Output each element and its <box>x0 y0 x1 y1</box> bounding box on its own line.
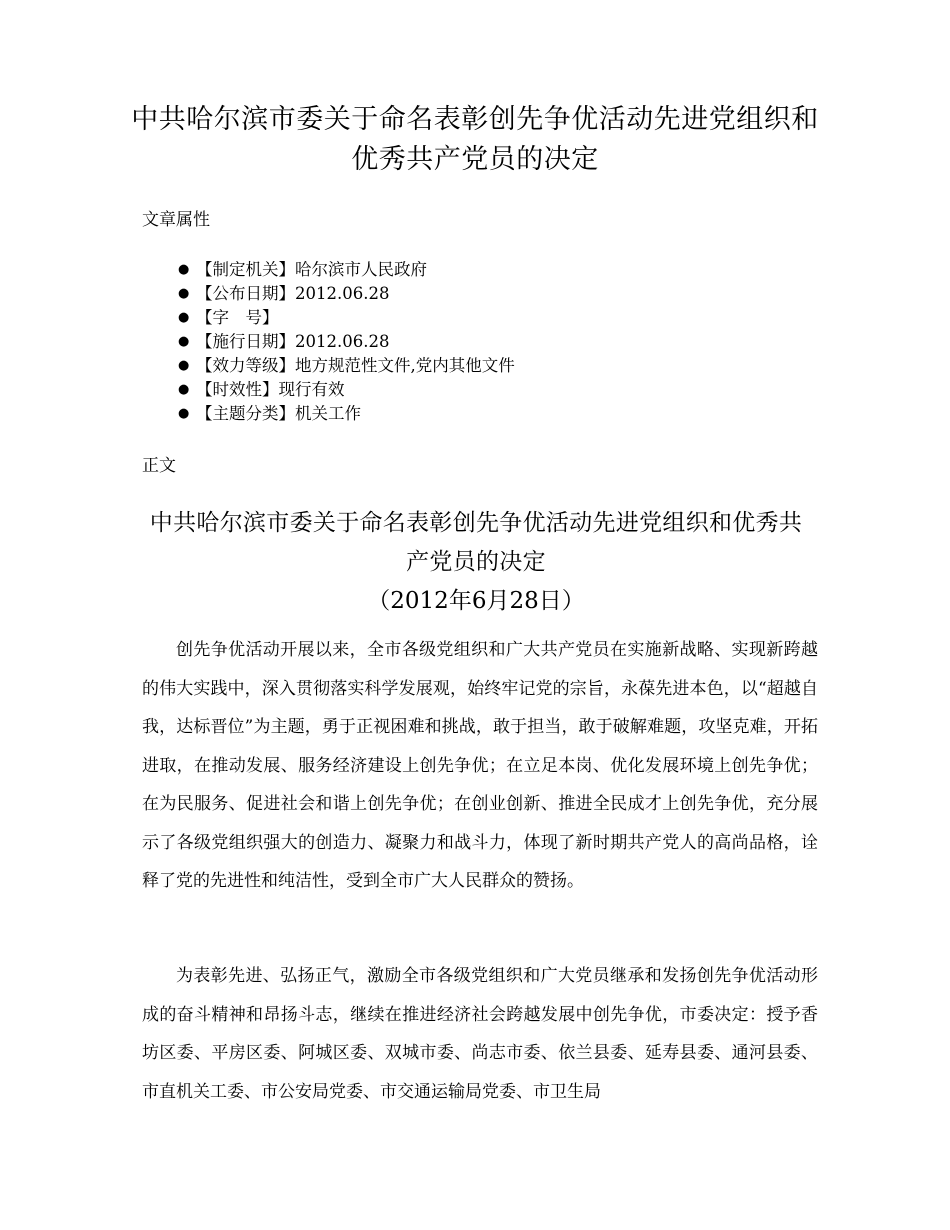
attribute-item-legal-level <box>178 354 515 378</box>
attribute-label: 【施行日期】 <box>196 332 295 351</box>
bullet-icon: ● <box>178 286 190 301</box>
attribute-item-subject <box>178 402 515 426</box>
bullet-icon: ● <box>178 310 190 325</box>
attribute-label: 【公布日期】 <box>196 284 295 303</box>
attribute-item-publish-date <box>178 282 515 306</box>
attribute-value: 地方规范性文件,党内其他文件 <box>295 356 515 375</box>
attribute-value: 机关工作 <box>295 404 361 423</box>
bullet-icon: ● <box>178 382 190 397</box>
attribute-label: 【字 号】 <box>196 308 279 327</box>
bullet-icon: ● <box>178 358 190 373</box>
attributes-list <box>178 258 515 426</box>
bullet-icon: ● <box>178 406 190 421</box>
attribute-label: 【效力等级】 <box>196 356 295 375</box>
attribute-label: 【主题分类】 <box>196 404 295 423</box>
attribute-value: 现行有效 <box>278 380 345 399</box>
document-date: （2012年6月28日） <box>367 588 585 614</box>
attribute-label: 【制定机关】 <box>196 260 295 279</box>
attribute-item-issuing-authority <box>178 258 515 282</box>
body-paragraph: 为表彰先进、弘扬正气，激励全市各级党组织和广大党员继承和发扬创先争优活动形成的奋斗精神和昂扬斗志，继续在推进经济社会跨越发展中创先争优，市委决定：授予香坊区委、平房区委、阿城区委、双城市委、尚志市委、依兰县委、延寿县委、通河县委、市直机关工委、市公安局党委、市交通运输局党委、市卫生局 <box>142 966 818 1102</box>
body-paragraph: 创先争优活动开展以来，全市各级党组织和广大共产党员在实施新战略、实现新跨越的伟大实践中，深入贯彻落实科学发展观，始终牢记党的宗旨，永葆先进本色，以“超越自我，达标晋位”为主题，勇于正视困难和挑战，敢于担当，敢于破解难题，攻坚克难，开拓进取，在推动发展、服务经济建设上创先争优；在立足本岗、优化发展环境上创先争优；在为民服务、促进社会和谐上创先争优；在创业创新、推进全民成才上创先争优，充分展示了各级党组织强大的创造力、凝聚力和战斗力，体现了新时期共产党人的高尚品格，诠释了党的先进性和纯洁性，受到全市广大人民群众的赞扬。 <box>142 640 818 891</box>
attribute-item-validity <box>178 378 515 402</box>
attribute-item-effective-date <box>178 330 515 354</box>
attribute-label: 【时效性】 <box>196 380 279 399</box>
bullet-icon: ● <box>178 262 190 277</box>
attribute-item-document-number <box>178 306 515 330</box>
attribute-value: 2012.06.28 <box>295 284 390 303</box>
document-heading: 中共哈尔滨市委关于命名表彰创先争优活动先进党组织和优秀共产党员的决定 <box>149 510 803 575</box>
body-label: 正文 <box>142 456 176 476</box>
bullet-icon: ● <box>178 334 190 349</box>
attributes-label: 文章属性 <box>142 210 210 230</box>
attribute-value: 2012.06.28 <box>295 332 390 351</box>
document-title: 中共哈尔滨市委关于命名表彰创先争优活动先进党组织和优秀共产党员的决定 <box>131 104 819 175</box>
attribute-value: 哈尔滨市人民政府 <box>295 260 427 279</box>
